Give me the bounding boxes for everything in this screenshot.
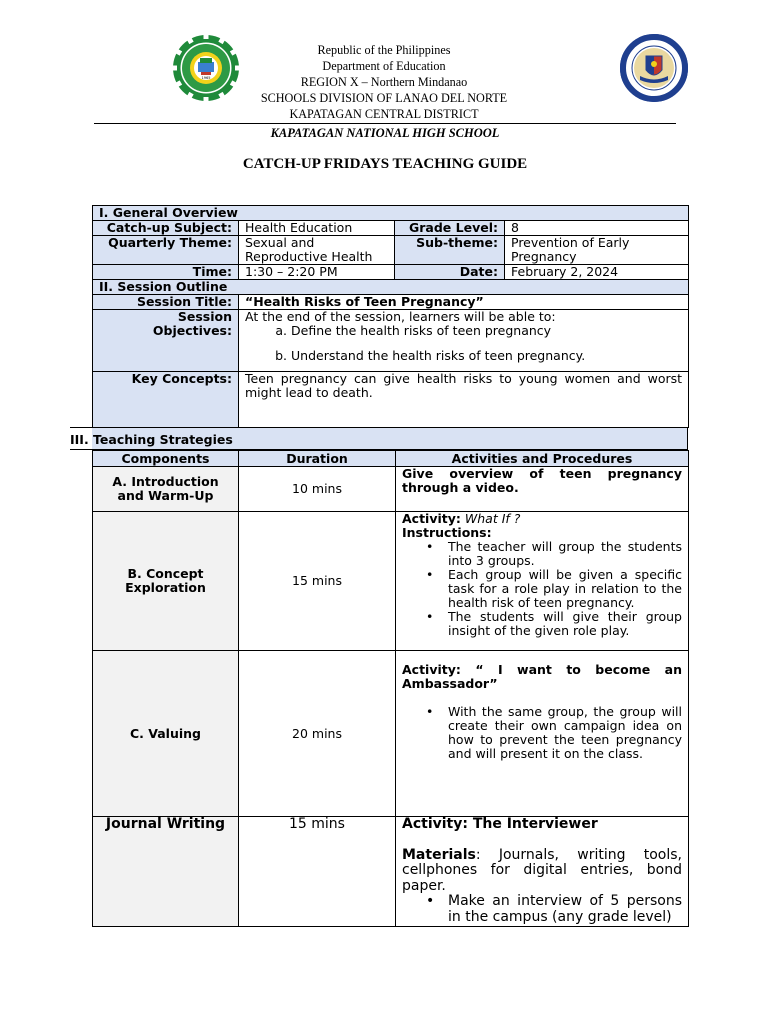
- activity-name: What If ?: [464, 511, 521, 526]
- document-title: CATCH-UP FRIDAYS TEACHING GUIDE: [242, 156, 528, 172]
- activity-label: Activity:: [402, 511, 461, 526]
- strategies-heading-bar: [70, 427, 688, 450]
- header-line: Department of Education: [322, 59, 446, 73]
- school-name: KAPATAGAN NATIONAL HIGH SCHOOL: [270, 126, 500, 140]
- section-heading: I. General Overview: [93, 206, 689, 221]
- materials-text: : Journals, writing tools, cellphones for digital entries, bond paper.: [402, 846, 682, 894]
- procedure-item: • Make an interview of 5 persons in the campus (any grade level): [448, 894, 682, 925]
- objectives-label: Session Objectives:: [93, 310, 239, 372]
- grade-label: Grade Level:: [395, 221, 505, 236]
- component-cell: C. Valuing: [93, 651, 239, 817]
- subtheme-label: Sub-theme:: [395, 236, 505, 265]
- subject-label: Catch-up Subject:: [93, 221, 239, 236]
- strategies-table: [92, 450, 689, 927]
- header-line: Republic of the Philippines: [317, 43, 451, 57]
- header-divider: [94, 123, 676, 124]
- column-header: Duration: [239, 451, 396, 467]
- time-label: Time:: [93, 265, 239, 280]
- svg-text:1965: 1965: [201, 76, 211, 80]
- materials-label: Materials: [402, 846, 476, 863]
- component-cell: B. Concept Exploration: [93, 512, 239, 651]
- instructions-label: Instructions:: [402, 525, 492, 540]
- grade-value: 8: [505, 221, 689, 236]
- duration-cell: 15 mins: [239, 512, 396, 651]
- activity-cell: [396, 651, 689, 817]
- subtheme-value: Prevention of Early Pregnancy: [505, 236, 689, 265]
- objective-item: b. Understand the health risks of teen pregnancy.: [291, 349, 682, 363]
- activity-cell: Give overview of teen pregnancy through a video.: [396, 467, 689, 512]
- overview-table: [92, 205, 689, 428]
- procedure-item: • With the same group, the group will create their own campaign idea on how to prevent the teen pregnancy and will present it on the class.: [448, 705, 682, 761]
- activity-title: Activity: “ I want to become an Ambassador”: [402, 662, 682, 691]
- key-concepts-value: Teen pregnancy can give health risks to young women and worst might lead to death.: [239, 372, 689, 428]
- activity-title: Activity: The Interviewer: [402, 816, 598, 832]
- objectives-cell: [239, 310, 689, 372]
- header-line: REGION X – Northern Mindanao: [300, 75, 468, 89]
- section-heading: III. Teaching Strategies: [70, 432, 233, 447]
- agency-header: [180, 42, 588, 122]
- objective-item: a. Define the health risks of teen pregnancy: [291, 324, 682, 338]
- duration-cell: 10 mins: [239, 467, 396, 512]
- date-label: Date:: [395, 265, 505, 280]
- header-line: SCHOOLS DIVISION OF LANAO DEL NORTE: [260, 91, 508, 105]
- column-header: Activities and Procedures: [396, 451, 689, 467]
- activity-cell: [396, 817, 689, 927]
- activity-cell: [396, 512, 689, 651]
- session-title-value: “Health Risks of Teen Pregnancy”: [239, 295, 689, 310]
- header-line: KAPATAGAN CENTRAL DISTRICT: [289, 107, 479, 121]
- theme-label: Quarterly Theme:: [93, 236, 239, 265]
- instruction-item: • Each group will be given a specific task for a role play in relation to the health risk of teen pregnancy.: [448, 568, 682, 610]
- subject-value: Health Education: [239, 221, 395, 236]
- duration-cell: 15 mins: [239, 817, 396, 927]
- deped-seal-logo: [620, 34, 688, 102]
- component-cell: A. Introduction and Warm-Up: [93, 467, 239, 512]
- objectives-intro: At the end of the session, learners will be able to:: [245, 309, 556, 324]
- component-cell: Journal Writing: [93, 817, 239, 927]
- column-header: Components: [93, 451, 239, 467]
- section-heading: II. Session Outline: [93, 280, 689, 295]
- instruction-item: • The students will give their group insight of the given role play.: [448, 610, 682, 638]
- date-value: February 2, 2024: [505, 265, 689, 280]
- session-title-label: Session Title:: [93, 295, 239, 310]
- instruction-item: • The teacher will group the students into 3 groups.: [448, 540, 682, 568]
- theme-value: Sexual and Reproductive Health: [239, 236, 395, 265]
- key-concepts-label: Key Concepts:: [93, 372, 239, 428]
- time-value: 1:30 – 2:20 PM: [239, 265, 395, 280]
- duration-cell: 20 mins: [239, 651, 396, 817]
